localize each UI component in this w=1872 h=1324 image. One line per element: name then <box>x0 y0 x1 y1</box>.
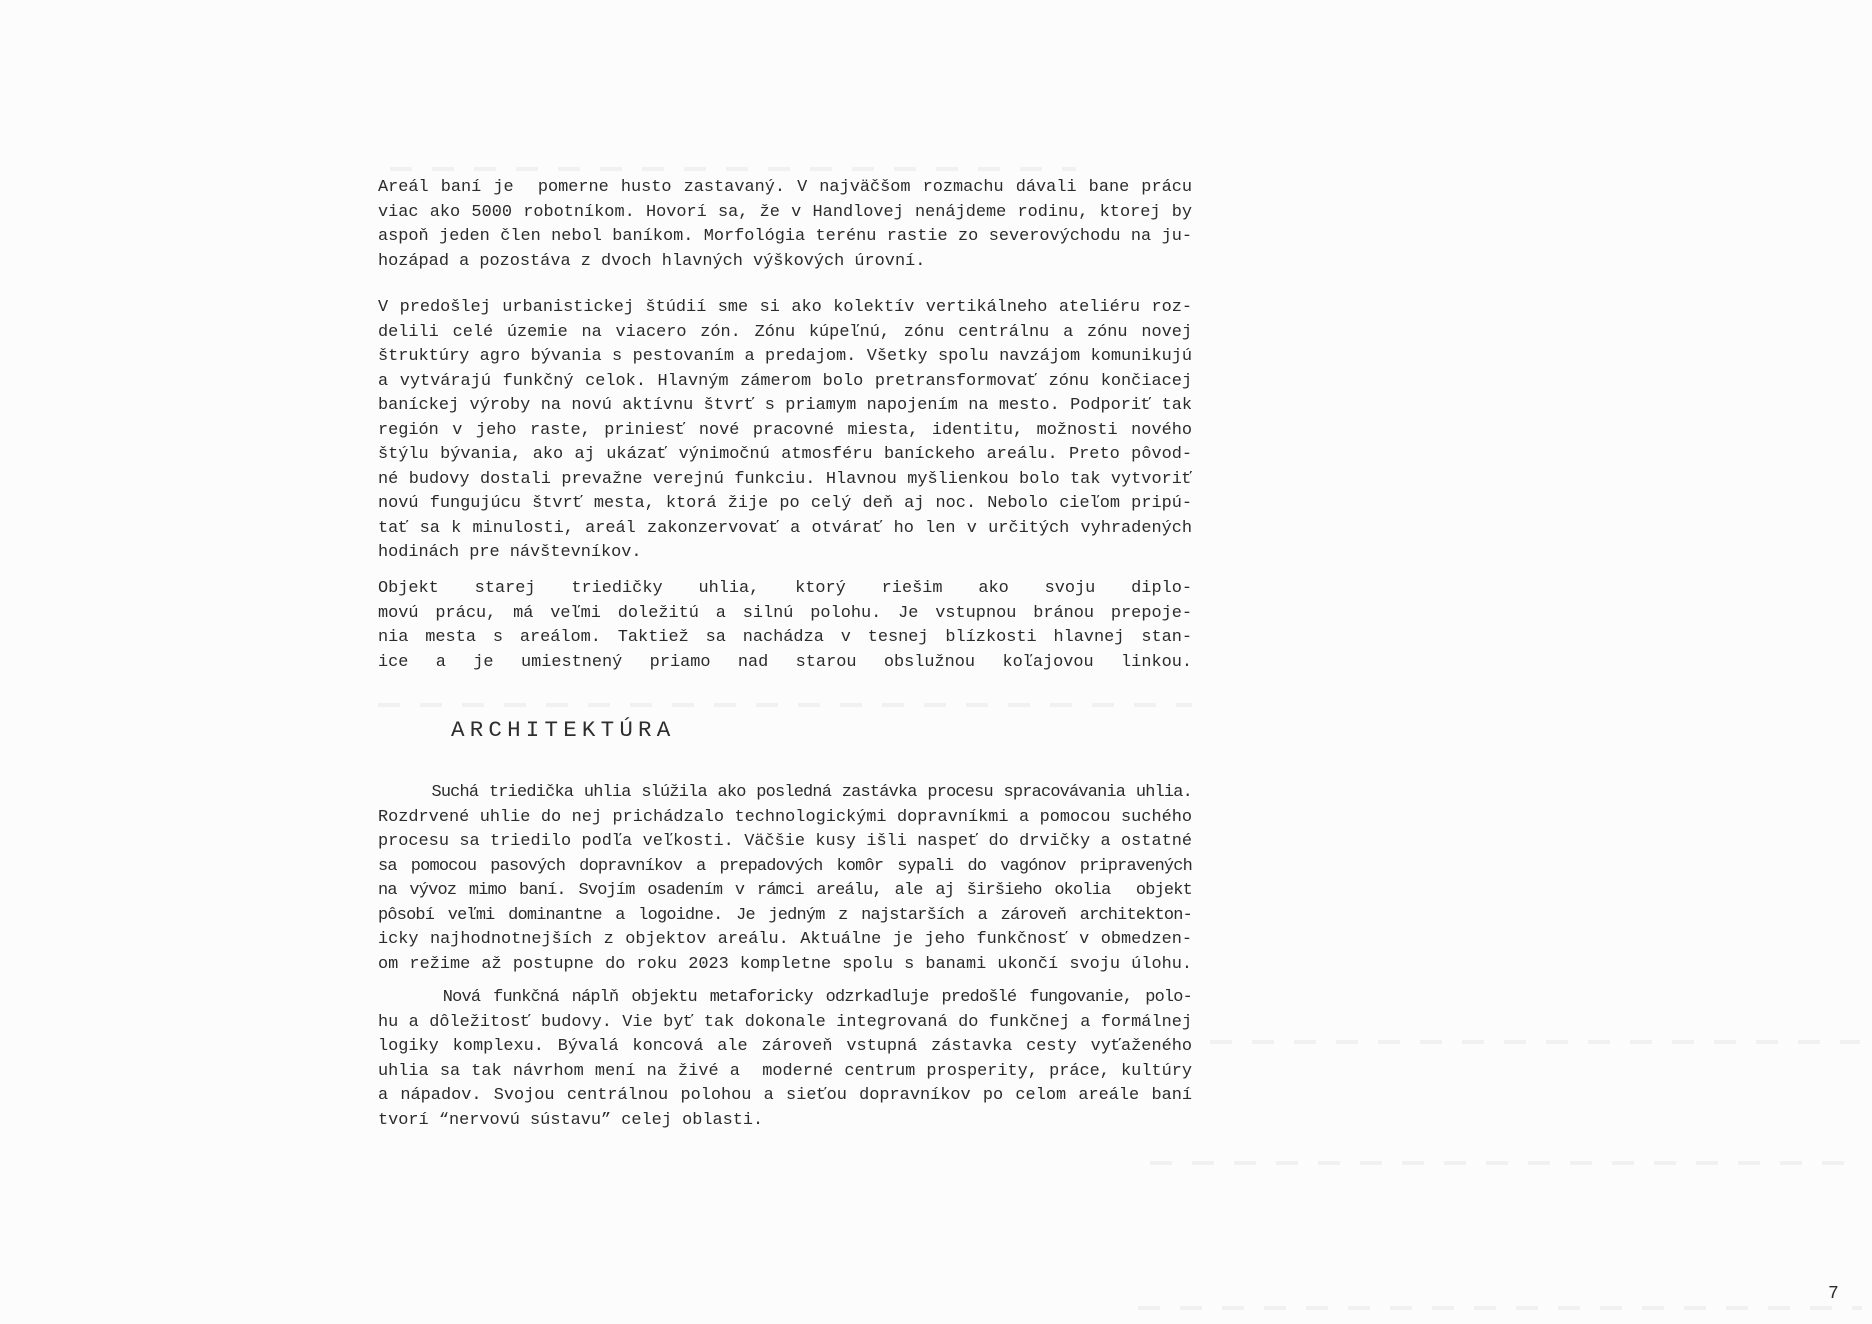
text-line: pôsobí veľmi dominantne a logoidne. Je jedným z najstarších a zároveň architekton- <box>378 905 1192 925</box>
text-line: ice a je umiestnený priamo nad starou obslužnou koľajovou linkou. <box>378 652 1192 672</box>
text-line: a nápadov. Svojou centrálnou polohou a sieťou dopravníkov po celom areále baní <box>378 1086 1192 1105</box>
text-line: sa pomocou pasových dopravníkov a prepadových komôr sypali do vagónov pripravených <box>378 856 1192 876</box>
text-line: hu a dôležitosť budovy. Vie byť tak dokonale integrovaná do funkčnej a formálnej <box>378 1012 1192 1032</box>
text-line: delili celé územie na viacero zón. Zónu kúpeľnú, zónu centrálnu a zónu novej <box>378 322 1192 342</box>
scan-artifact-line <box>390 167 1076 171</box>
text-line: novú fungujúcu štvrť mesta, ktorá žije po celý deň aj noc. Nebolo cieľom pripú- <box>378 494 1192 513</box>
scan-artifact-line <box>1138 1306 1862 1310</box>
text-line: om režime až postupne do roku 2023 kompletne spolu s banami ukončí svoju úlohu. <box>378 954 1192 974</box>
text-line: tať sa k minulosti, areál zakonzervovať a otvárať ho len v určitých vyhradených <box>378 518 1192 538</box>
text-line: icky najhodnotnejších z objektov areálu. Aktuálne je jeho funkčnosť v obmedzen- <box>378 930 1192 949</box>
text-line: Objekt starej triedičky uhlia, ktorý riešim ako svoju diplo- <box>378 579 1192 598</box>
scan-artifact-line <box>1150 1161 1862 1165</box>
text-line: štýlu bývania, ako aj ukázať výnimočnú atmosféru baníckeho areálu. Preto pôvod- <box>378 445 1192 464</box>
text-line: Rozdrvené uhlie do nej prichádzalo technologickými dopravníkmi a pomocou suchého <box>378 807 1192 827</box>
paragraph-urbanisticka-studia <box>378 296 1192 566</box>
scan-artifact-line <box>378 703 1192 707</box>
text-line: tvorí “nervovú sústavu” celej oblasti. <box>378 1110 764 1130</box>
page-number: 7 <box>1828 1284 1839 1304</box>
text-line: na vývoz mimo baní. Svojím osadením v rámci areálu, ale aj širšieho okolia objekt <box>378 881 1192 900</box>
text-line: štruktúry agro bývania s pestovaním a predajom. Všetky spolu navzájom komunikujú <box>378 347 1192 366</box>
text-line: hozápad a pozostáva z dvoch hlavných výškových úrovní. <box>378 251 926 271</box>
text-line: baníckej výroby na novú aktívnu štvrť s priamym napojením na mesto. Podporiť tak <box>378 396 1192 415</box>
text-line: viac ako 5000 robotníkom. Hovorí sa, že v Handlovej nenájdeme rodinu, ktorej by <box>378 202 1192 222</box>
text-line: movú prácu, má veľmi doležitú a silnú polohu. Je vstupnou bránou prepoje- <box>378 603 1192 623</box>
text-line: procesu sa triedilo podľa veľkosti. Väčšie kusy išli naspeť do drvičky a ostatné <box>378 832 1192 851</box>
text-line: hodinách pre návštevníkov. <box>378 543 642 562</box>
text-line: a vytvárajú funkčný celok. Hlavným zámerom bolo pretransformovať zónu končiacej <box>378 371 1192 391</box>
text-line: aspoň jeden člen nebol baníkom. Morfológia terénu rastie zo severovýchodu na ju- <box>378 227 1192 246</box>
section-heading-architektura: ARCHITEKTÚRA <box>451 717 676 743</box>
text-line: V predošlej urbanistickej štúdií sme si ako kolektív vertikálneho ateliéru roz- <box>378 298 1192 317</box>
text-line: nia mesta s areálom. Taktiež sa nachádza v tesnej blízkosti hlavnej stan- <box>378 628 1192 647</box>
scan-artifact-line <box>1210 1040 1860 1044</box>
text-line: Areál baní je pomerne husto zastavaný. V najväčšom rozmachu dávali bane prácu <box>378 178 1192 197</box>
text-line: né budovy dostali prevažne verejnú funkciu. Hlavnou myšlienkou bolo tak vytvoriť <box>378 469 1192 489</box>
paragraph-objekt-triedicky <box>378 577 1192 675</box>
text-line: región v jeho raste, priniesť nové pracovné miesta, identitu, možnosti nového <box>378 420 1192 440</box>
paragraph-nova-funkcna-napln <box>378 986 1192 1133</box>
text-line: uhlia sa tak návrhom mení na živé a moderné centrum prosperity, práce, kultúry <box>378 1061 1192 1081</box>
paragraph-sucha-triedicka <box>378 781 1192 977</box>
paragraph-areal-bani <box>378 176 1192 274</box>
text-line: Suchá triedička uhlia slúžila ako posledná zastávka procesu spracovávania uhlia. <box>378 783 1192 802</box>
text-line: logiky komplexu. Bývalá koncová ale zároveň vstupná zástavka cesty vyťaženého <box>378 1037 1192 1056</box>
text-line: Nová funkčná náplň objektu metaforicky odzrkadluje predošlé fungovanie, polo- <box>378 988 1192 1007</box>
